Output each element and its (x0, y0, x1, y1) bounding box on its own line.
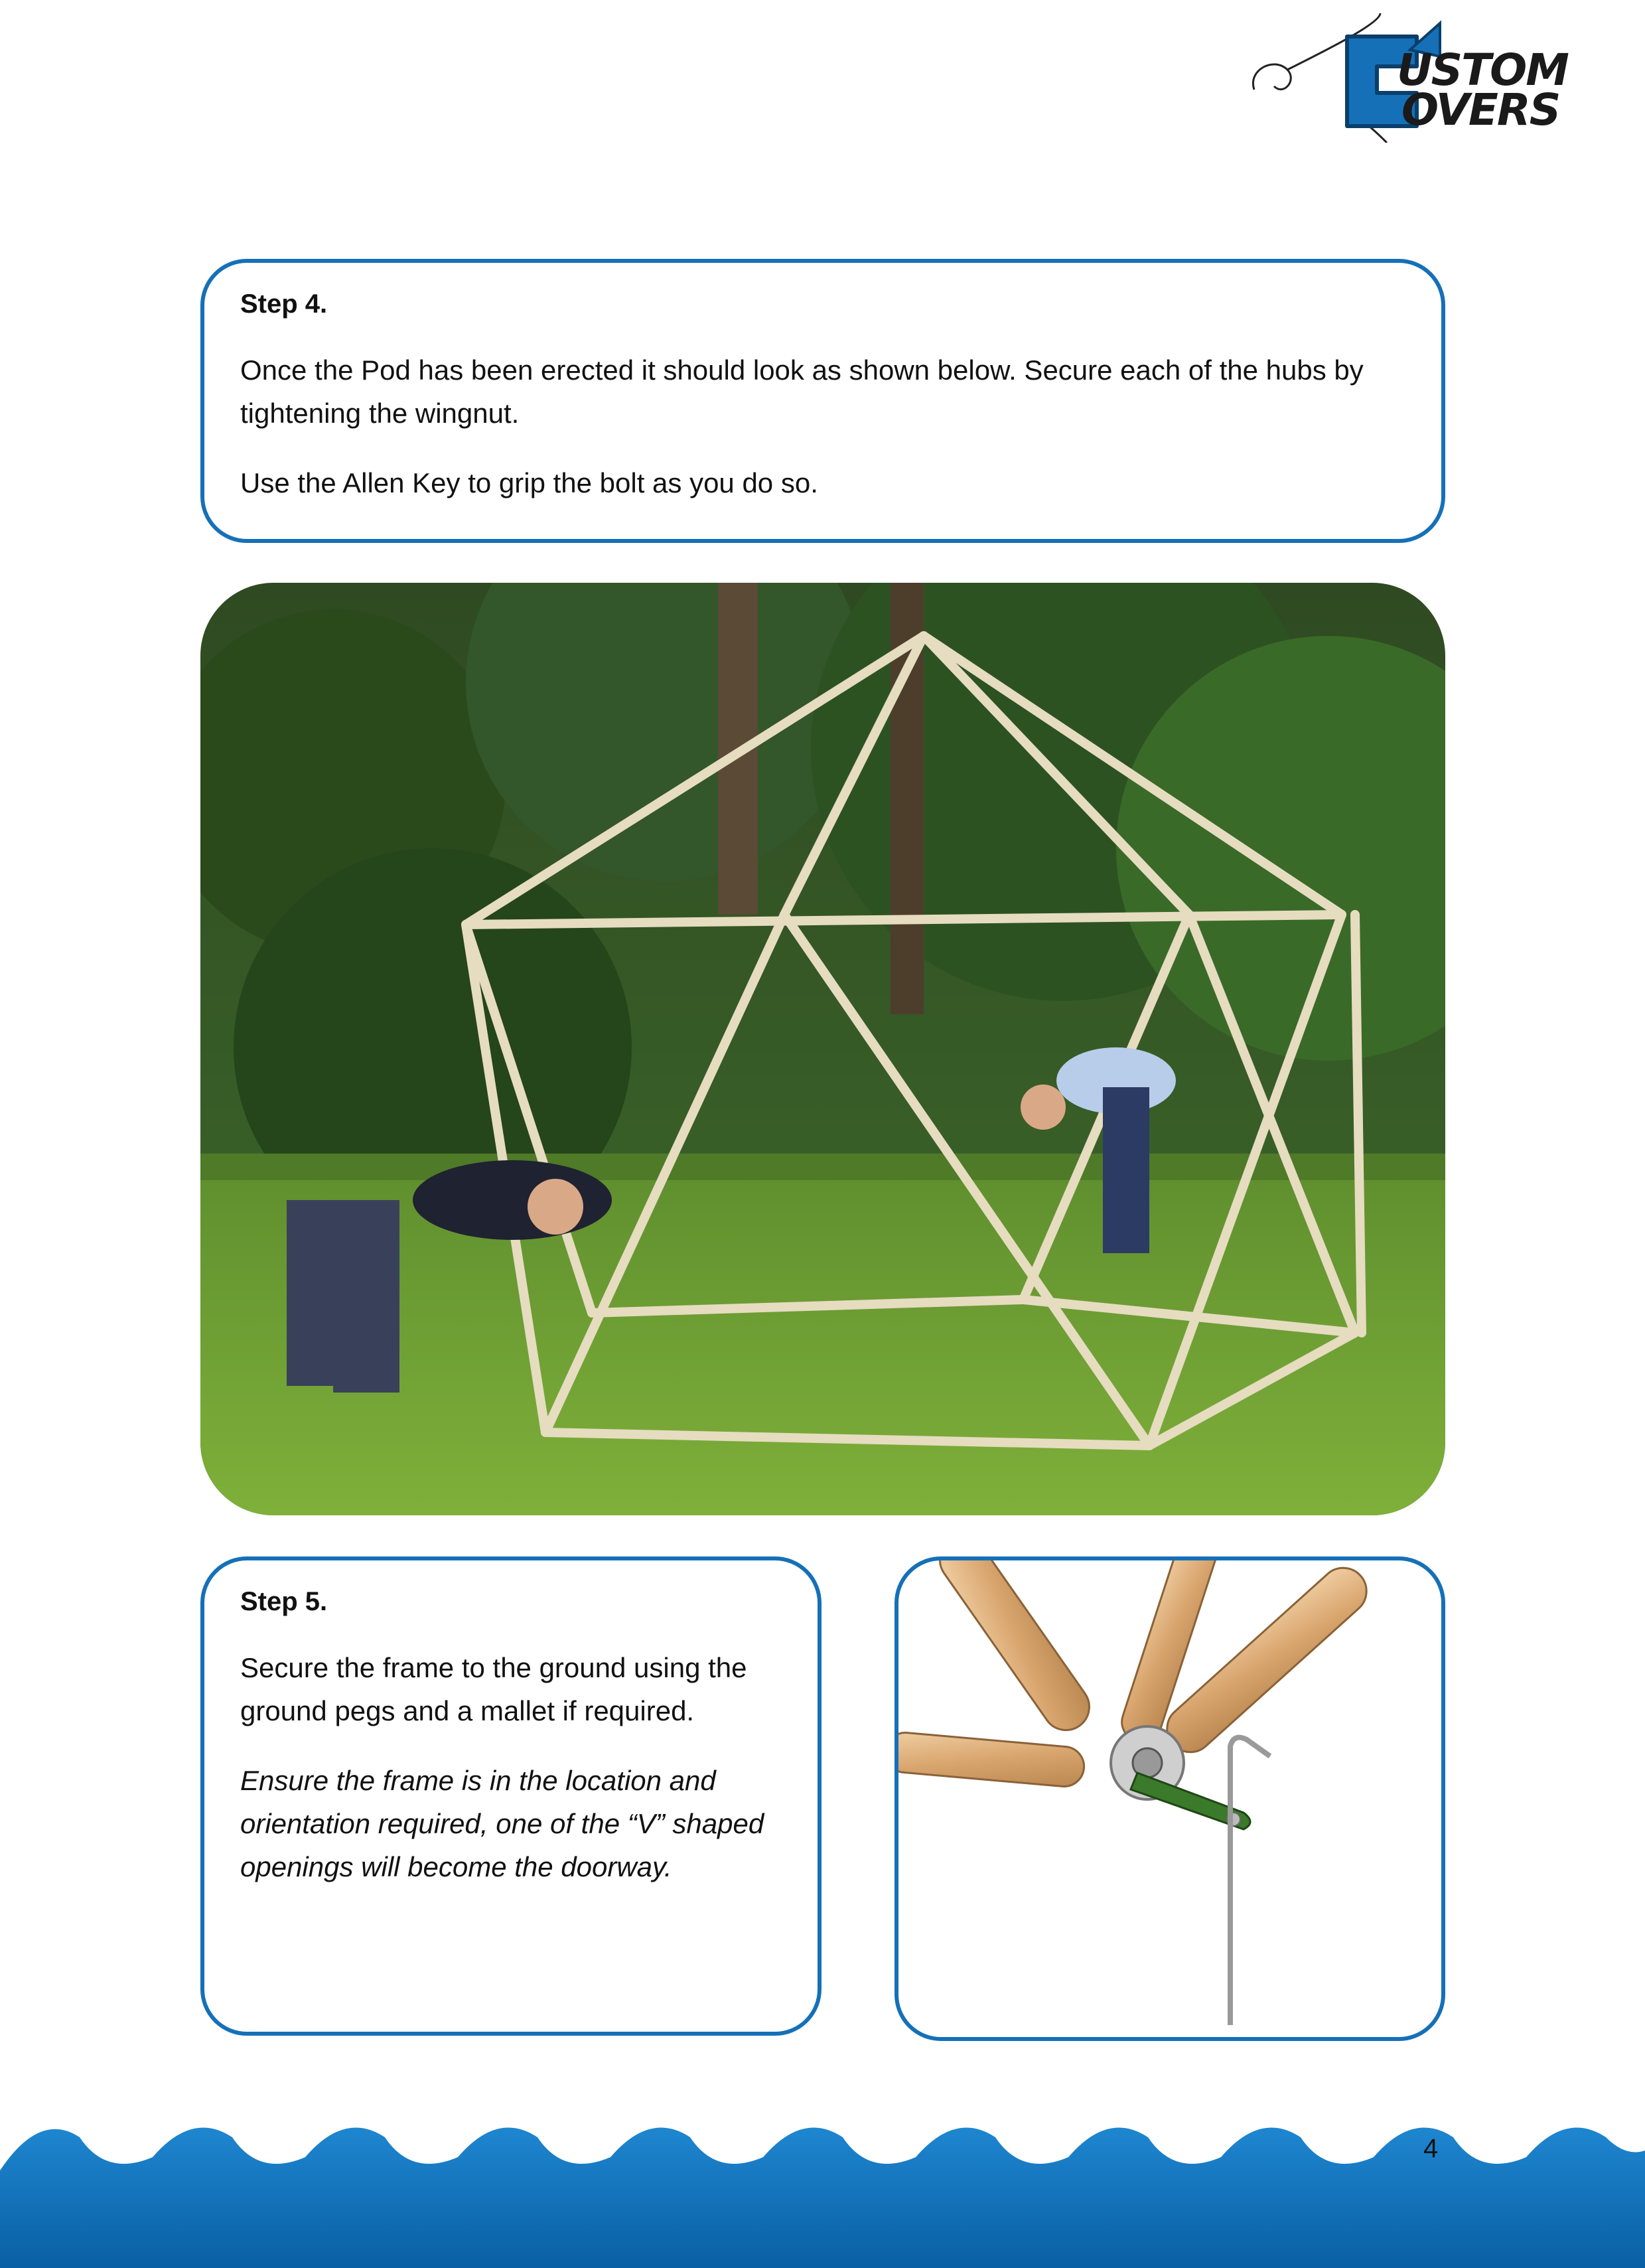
step4-paragraph-1: Once the Pod has been erected it should look as shown below. Secure each of the hubs by tightening the wingnut. (240, 354, 1364, 429)
footer-wave-decoration (0, 2111, 1645, 2268)
step5-box (200, 1556, 822, 2036)
hub-peg-illustration (898, 1560, 1441, 2037)
step4-title: Step 4. (240, 289, 328, 319)
step4-box (200, 259, 1445, 543)
logo-line-2: OVERS (1401, 84, 1560, 135)
page-number: 4 (1423, 2134, 1439, 2163)
step5-title: Step 5. (240, 1587, 328, 1616)
step5-paragraph-2: Ensure the frame is in the location and orientation required, one of the “V” shaped openings will become the doorway. (240, 1765, 764, 1882)
pod-photo-illustration (200, 583, 1445, 1515)
step5-paragraph-1: Secure the frame to the ground using the ground pegs and a mallet if required. (240, 1652, 747, 1726)
pod-frame-photo (200, 583, 1445, 1515)
step4-paragraph-2: Use the Allen Key to grip the bolt as you do so. (240, 467, 818, 498)
custom-covers-logo (1248, 10, 1566, 143)
hub-peg-render (894, 1556, 1445, 2041)
logo-line-1: USTOM (1397, 44, 1568, 96)
